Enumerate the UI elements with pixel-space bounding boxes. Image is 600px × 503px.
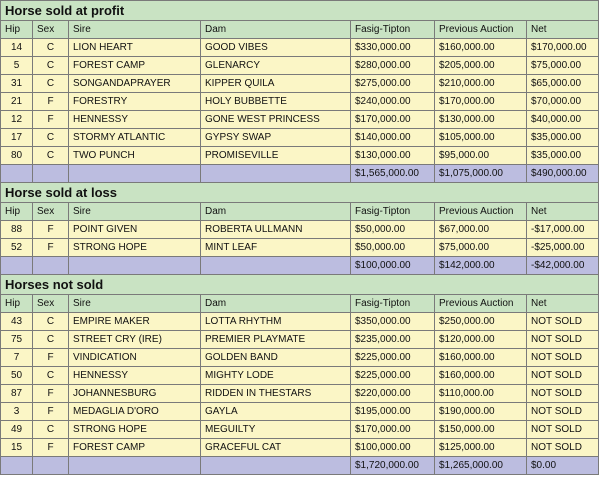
cell-sire: JOHANNESBURG [69, 385, 201, 403]
column-header-dam: Dam [201, 203, 351, 221]
table-row [1, 147, 599, 165]
cell-hip: 49 [1, 421, 33, 439]
column-header-sex: Sex [33, 295, 69, 313]
table-row [1, 39, 599, 57]
table-body [1, 1, 599, 475]
cell-dam: GONE WEST PRINCESS [201, 111, 351, 129]
cell-previous-auction: $210,000.00 [435, 75, 527, 93]
cell-previous-auction: $110,000.00 [435, 385, 527, 403]
cell-fasig-tipton: $130,000.00 [351, 147, 435, 165]
cell-hip: 50 [1, 367, 33, 385]
column-header-hip: Hip [1, 21, 33, 39]
cell-sex: C [33, 421, 69, 439]
cell-hip: 3 [1, 403, 33, 421]
total-row [1, 165, 599, 183]
section-title-row [1, 275, 599, 295]
cell-previous-auction: $250,000.00 [435, 313, 527, 331]
cell-previous-auction: $150,000.00 [435, 421, 527, 439]
cell-dam: GLENARCY [201, 57, 351, 75]
cell-hip: 80 [1, 147, 33, 165]
cell-dam: PROMISEVILLE [201, 147, 351, 165]
total-previous-auction: $1,075,000.00 [435, 165, 527, 183]
cell-sex: C [33, 129, 69, 147]
cell-hip: 12 [1, 111, 33, 129]
table-row [1, 403, 599, 421]
cell-sire: HENNESSY [69, 367, 201, 385]
cell-dam: RIDDEN IN THESTARS [201, 385, 351, 403]
cell-previous-auction: $75,000.00 [435, 239, 527, 257]
cell-sire: FOREST CAMP [69, 57, 201, 75]
cell-hip: 5 [1, 57, 33, 75]
cell-previous-auction: $130,000.00 [435, 111, 527, 129]
column-header-previous-auction: Previous Auction [435, 295, 527, 313]
cell-sire: STORMY ATLANTIC [69, 129, 201, 147]
table-row [1, 331, 599, 349]
cell-dam: GOLDEN BAND [201, 349, 351, 367]
cell-dam: MEGUILTY [201, 421, 351, 439]
cell-sire: STRONG HOPE [69, 239, 201, 257]
column-header-previous-auction: Previous Auction [435, 203, 527, 221]
cell-net: NOT SOLD [527, 313, 599, 331]
cell-fasig-tipton: $280,000.00 [351, 57, 435, 75]
column-header-net: Net [527, 295, 599, 313]
cell-previous-auction: $160,000.00 [435, 367, 527, 385]
cell-sex: F [33, 239, 69, 257]
cell-sire: HENNESSY [69, 111, 201, 129]
cell-hip: 52 [1, 239, 33, 257]
total-net: $490,000.00 [527, 165, 599, 183]
cell-net: -$25,000.00 [527, 239, 599, 257]
cell-hip: 31 [1, 75, 33, 93]
cell-net: NOT SOLD [527, 385, 599, 403]
cell-hip: 15 [1, 439, 33, 457]
cell-fasig-tipton: $350,000.00 [351, 313, 435, 331]
cell-dam: GAYLA [201, 403, 351, 421]
cell-fasig-tipton: $100,000.00 [351, 439, 435, 457]
cell-sex: C [33, 75, 69, 93]
cell-sire: STRONG HOPE [69, 421, 201, 439]
total-empty-cell [201, 457, 351, 475]
cell-sex: C [33, 57, 69, 75]
cell-sex: C [33, 313, 69, 331]
total-row [1, 257, 599, 275]
cell-net: $65,000.00 [527, 75, 599, 93]
cell-sex: F [33, 349, 69, 367]
cell-sex: C [33, 147, 69, 165]
cell-hip: 88 [1, 221, 33, 239]
cell-dam: PREMIER PLAYMATE [201, 331, 351, 349]
total-empty-cell [33, 165, 69, 183]
cell-fasig-tipton: $240,000.00 [351, 93, 435, 111]
total-row [1, 457, 599, 475]
cell-hip: 21 [1, 93, 33, 111]
cell-dam: GYPSY SWAP [201, 129, 351, 147]
total-empty-cell [69, 257, 201, 275]
cell-previous-auction: $190,000.00 [435, 403, 527, 421]
cell-dam: MIGHTY LODE [201, 367, 351, 385]
cell-net: $170,000.00 [527, 39, 599, 57]
cell-dam: ROBERTA ULLMANN [201, 221, 351, 239]
column-header-row [1, 295, 599, 313]
cell-sex: F [33, 93, 69, 111]
cell-previous-auction: $120,000.00 [435, 331, 527, 349]
cell-fasig-tipton: $235,000.00 [351, 331, 435, 349]
cell-net: NOT SOLD [527, 439, 599, 457]
column-header-row [1, 21, 599, 39]
cell-fasig-tipton: $275,000.00 [351, 75, 435, 93]
table-row [1, 75, 599, 93]
cell-previous-auction: $67,000.00 [435, 221, 527, 239]
column-header-sire: Sire [69, 295, 201, 313]
table-row [1, 129, 599, 147]
cell-hip: 43 [1, 313, 33, 331]
cell-sire: FOREST CAMP [69, 439, 201, 457]
column-header-sire: Sire [69, 21, 201, 39]
total-fasig-tipton: $1,720,000.00 [351, 457, 435, 475]
cell-fasig-tipton: $225,000.00 [351, 349, 435, 367]
total-net: -$42,000.00 [527, 257, 599, 275]
cell-dam: GRACEFUL CAT [201, 439, 351, 457]
total-fasig-tipton: $1,565,000.00 [351, 165, 435, 183]
cell-fasig-tipton: $50,000.00 [351, 239, 435, 257]
column-header-fasig-tipton: Fasig-Tipton [351, 203, 435, 221]
cell-sex: F [33, 403, 69, 421]
section-title: Horses not sold [1, 275, 599, 295]
column-header-hip: Hip [1, 203, 33, 221]
total-empty-cell [1, 257, 33, 275]
cell-sire: STREET CRY (IRE) [69, 331, 201, 349]
column-header-hip: Hip [1, 295, 33, 313]
cell-sire: MEDAGLIA D'ORO [69, 403, 201, 421]
section-title-row [1, 183, 599, 203]
total-empty-cell [1, 457, 33, 475]
total-fasig-tipton: $100,000.00 [351, 257, 435, 275]
total-net: $0.00 [527, 457, 599, 475]
cell-net: -$17,000.00 [527, 221, 599, 239]
cell-sex: F [33, 439, 69, 457]
column-header-dam: Dam [201, 21, 351, 39]
column-header-sire: Sire [69, 203, 201, 221]
column-header-fasig-tipton: Fasig-Tipton [351, 295, 435, 313]
cell-hip: 75 [1, 331, 33, 349]
table-row [1, 421, 599, 439]
cell-fasig-tipton: $140,000.00 [351, 129, 435, 147]
cell-net: NOT SOLD [527, 331, 599, 349]
table-row [1, 385, 599, 403]
total-empty-cell [33, 257, 69, 275]
column-header-net: Net [527, 203, 599, 221]
total-previous-auction: $142,000.00 [435, 257, 527, 275]
column-header-sex: Sex [33, 203, 69, 221]
cell-sire: VINDICATION [69, 349, 201, 367]
cell-fasig-tipton: $170,000.00 [351, 111, 435, 129]
cell-net: $35,000.00 [527, 129, 599, 147]
total-empty-cell [69, 457, 201, 475]
cell-sire: EMPIRE MAKER [69, 313, 201, 331]
cell-dam: KIPPER QUILA [201, 75, 351, 93]
cell-sex: C [33, 367, 69, 385]
column-header-dam: Dam [201, 295, 351, 313]
cell-fasig-tipton: $220,000.00 [351, 385, 435, 403]
cell-net: NOT SOLD [527, 349, 599, 367]
cell-sire: POINT GIVEN [69, 221, 201, 239]
total-empty-cell [33, 457, 69, 475]
cell-sex: F [33, 111, 69, 129]
cell-net: NOT SOLD [527, 421, 599, 439]
section-title-row [1, 1, 599, 21]
cell-sire: LION HEART [69, 39, 201, 57]
cell-previous-auction: $160,000.00 [435, 39, 527, 57]
cell-net: $40,000.00 [527, 111, 599, 129]
cell-net: $75,000.00 [527, 57, 599, 75]
cell-sire: FORESTRY [69, 93, 201, 111]
cell-fasig-tipton: $225,000.00 [351, 367, 435, 385]
table-row [1, 111, 599, 129]
cell-dam: GOOD VIBES [201, 39, 351, 57]
cell-previous-auction: $160,000.00 [435, 349, 527, 367]
cell-dam: HOLY BUBBETTE [201, 93, 351, 111]
table-row [1, 439, 599, 457]
cell-previous-auction: $95,000.00 [435, 147, 527, 165]
cell-sex: F [33, 385, 69, 403]
cell-fasig-tipton: $170,000.00 [351, 421, 435, 439]
cell-sire: TWO PUNCH [69, 147, 201, 165]
cell-fasig-tipton: $330,000.00 [351, 39, 435, 57]
cell-previous-auction: $205,000.00 [435, 57, 527, 75]
total-previous-auction: $1,265,000.00 [435, 457, 527, 475]
total-empty-cell [201, 165, 351, 183]
column-header-net: Net [527, 21, 599, 39]
table-row [1, 57, 599, 75]
cell-hip: 87 [1, 385, 33, 403]
cell-previous-auction: $170,000.00 [435, 93, 527, 111]
cell-fasig-tipton: $195,000.00 [351, 403, 435, 421]
cell-sex: F [33, 221, 69, 239]
cell-sire: SONGANDAPRAYER [69, 75, 201, 93]
column-header-sex: Sex [33, 21, 69, 39]
cell-dam: MINT LEAF [201, 239, 351, 257]
cell-sex: C [33, 331, 69, 349]
table-row [1, 221, 599, 239]
cell-hip: 17 [1, 129, 33, 147]
section-title: Horse sold at loss [1, 183, 599, 203]
column-header-row [1, 203, 599, 221]
column-header-previous-auction: Previous Auction [435, 21, 527, 39]
total-empty-cell [69, 165, 201, 183]
table-row [1, 367, 599, 385]
cell-sex: C [33, 39, 69, 57]
cell-net: $70,000.00 [527, 93, 599, 111]
table-row [1, 93, 599, 111]
cell-previous-auction: $105,000.00 [435, 129, 527, 147]
column-header-fasig-tipton: Fasig-Tipton [351, 21, 435, 39]
cell-hip: 14 [1, 39, 33, 57]
total-empty-cell [1, 165, 33, 183]
table-row [1, 313, 599, 331]
cell-net: NOT SOLD [527, 403, 599, 421]
cell-hip: 7 [1, 349, 33, 367]
table-row [1, 349, 599, 367]
cell-dam: LOTTA RHYTHM [201, 313, 351, 331]
cell-net: NOT SOLD [527, 367, 599, 385]
cell-fasig-tipton: $50,000.00 [351, 221, 435, 239]
section-title: Horse sold at profit [1, 1, 599, 21]
cell-previous-auction: $125,000.00 [435, 439, 527, 457]
total-empty-cell [201, 257, 351, 275]
cell-net: $35,000.00 [527, 147, 599, 165]
table-row [1, 239, 599, 257]
